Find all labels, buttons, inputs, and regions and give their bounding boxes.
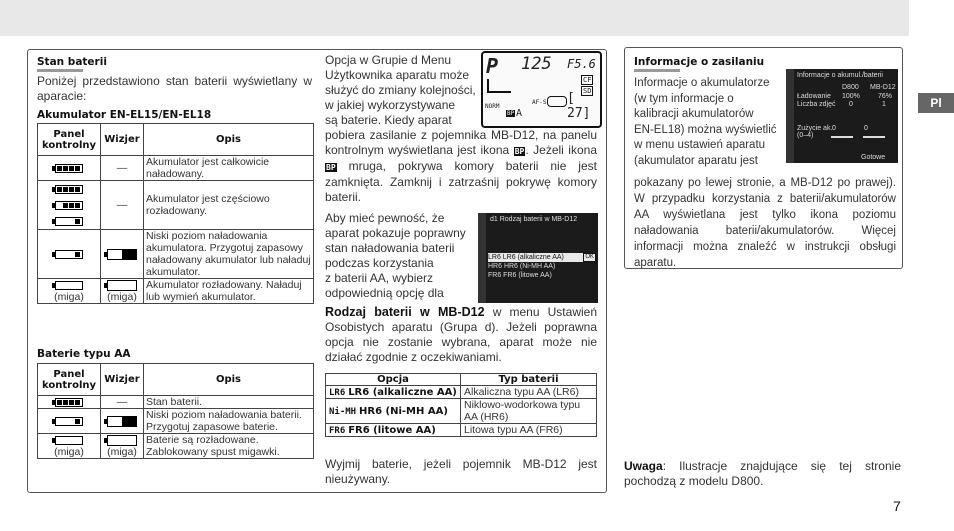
screen-row2-v2: 1	[882, 101, 886, 108]
no-indicator: —	[116, 162, 128, 174]
text-line: (akumulator aparatu jest	[634, 154, 759, 167]
text-line: (w tym informacje o	[634, 92, 734, 105]
text-line: kalibracji akumulatorów	[634, 108, 754, 120]
text-line: EN-EL18) można wyświetlić	[634, 123, 777, 136]
col-panel: Panel kontrolny	[38, 364, 101, 396]
viewfinder-cell	[101, 409, 144, 434]
blink-note: (miga)	[54, 291, 84, 303]
text-line: są baterie. Kiedy aparat	[325, 113, 452, 127]
table-row	[326, 399, 597, 424]
description-cell: Akumulator jest częściowo rozładowany.	[144, 181, 314, 230]
battery-viewfinder-icon	[107, 280, 137, 291]
blink-note: (miga)	[107, 291, 137, 303]
panel-cell	[38, 396, 101, 409]
top-header-band	[0, 0, 909, 36]
screen-col2: MB-D12	[870, 84, 896, 91]
option-label: LR6 (alkaliczne AA)	[348, 387, 457, 398]
lcd-mode: P	[486, 54, 499, 78]
viewfinder-cell	[101, 230, 144, 279]
type-cell: Alkaliczna typu AA (LR6)	[461, 386, 597, 399]
battery-panel-icon	[55, 417, 83, 426]
menu-option-paragraph-top	[325, 53, 476, 128]
menu-title: d1 Rodzaj baterii w MB-D12	[490, 216, 578, 223]
intro-text: Poniżej przedstawiono stan baterii wyświetlany w aparacie:	[37, 74, 312, 103]
col-viewfinder: Wizjer	[101, 364, 144, 396]
power-info-title-wrap	[634, 56, 764, 72]
col-description: Opis	[144, 364, 314, 396]
description-cell: Akumulator rozładowany. Naładuj lub wymień akumulator.	[144, 279, 314, 304]
type-cell: Niklowo-wodorkowa typu AA (HR6)	[461, 399, 597, 424]
power-info-text-top	[634, 76, 782, 169]
text-line: podczas korzystania	[325, 256, 434, 270]
text-line: z baterii AA, wybierz	[325, 271, 434, 285]
no-indicator: —	[116, 199, 128, 211]
table-row	[38, 181, 314, 230]
lcd-af: AF-S	[532, 99, 547, 106]
table-row	[38, 230, 314, 279]
screen-row2-v1: 0	[849, 101, 853, 108]
battery-viewfinder-icon	[107, 416, 137, 427]
description-cell: Stan baterii.	[144, 396, 314, 409]
table2-caption: Baterie typu AA	[37, 348, 131, 360]
battery-type-paragraph-bottom	[325, 305, 597, 365]
lcd-shutter: 125	[521, 54, 552, 74]
lcd-cf: CF	[583, 76, 592, 84]
menu-option-paragraph-bottom	[325, 128, 597, 205]
table-row	[38, 396, 314, 409]
text-line: w menu ustawień aparatu	[634, 139, 766, 151]
para1-rest3: mruga, pokrywa komory baterii nie jest zamknięta. Zamknij i zatrzaśnij pokrywę komory baterii.	[325, 159, 597, 204]
setting-name: Rodzaj baterii w MB-D12	[325, 305, 485, 319]
text-line: aparat pokazuje poprawny	[325, 226, 466, 240]
option-cell	[326, 399, 461, 424]
table-row	[38, 409, 314, 434]
battery-type-menu-screenshot	[478, 213, 598, 303]
note-body: : Ilustracje znajdujące się tej stronie pochodzą z modelu D800.	[624, 459, 901, 488]
lcd-sd: SD	[583, 87, 592, 95]
title-underline	[37, 69, 83, 72]
battery-type-icon: FR6	[329, 426, 346, 436]
text-line: Aby mieć pewność, że	[325, 211, 445, 225]
ok-icon: OK	[585, 254, 594, 260]
screen-row3-v1: 0	[832, 125, 836, 132]
battery-panel-icon	[55, 281, 83, 290]
lcd-battery-icon	[547, 96, 567, 107]
panel-cell	[38, 156, 101, 181]
battery-panel-icon	[55, 217, 83, 226]
language-tab: Pl	[918, 93, 954, 113]
battery-viewfinder-icon	[107, 435, 137, 446]
lcd-norm: NORM	[485, 103, 500, 110]
battery-type-icon: Ni-MH	[329, 407, 357, 417]
battery-panel-icon	[55, 250, 83, 259]
battery-panel-icon	[55, 201, 83, 210]
power-info-title: Informacje o zasilaniu	[634, 56, 765, 68]
battery-type-icon: LR6	[329, 388, 346, 398]
table-row	[38, 156, 314, 181]
option-cell	[326, 424, 461, 437]
table-row	[38, 434, 314, 459]
power-info-screenshot	[786, 69, 898, 163]
battery-panel-icon	[55, 164, 83, 173]
lcd-count: [ 27]	[567, 91, 591, 121]
text-line: Opcja w Grupie d Menu	[325, 53, 452, 67]
screen-row1-v1: 100%	[842, 93, 860, 100]
table-row	[38, 279, 314, 304]
section-title: Stan baterii	[37, 56, 107, 68]
menu-item: FR6 FR6 (litowe AA)	[488, 272, 552, 279]
screen-row1-v2: 76%	[878, 93, 893, 100]
battery-type-paragraph-top	[325, 211, 475, 301]
viewfinder-cell	[101, 396, 144, 409]
type-cell: Litowa typu AA (FR6)	[461, 424, 597, 437]
battery-table-en-el	[37, 123, 314, 304]
text-line: służyć do zmiany kolejności,	[325, 83, 476, 97]
wear-scale-1	[831, 136, 853, 138]
lcd-bp-icon: BP	[507, 110, 515, 117]
description-cell: Niski poziom naładowania akumulatora. Przygotuj zapasowy naładowany akumulator lub naładuj akumulator.	[144, 230, 314, 279]
text-line: Użytkownika aparatu może	[325, 68, 470, 82]
battery-panel-icon	[55, 185, 83, 194]
bp-icon: BP	[514, 147, 525, 156]
battery-panel-icon	[55, 436, 83, 445]
lcd-a: A	[516, 108, 523, 119]
wear-scale-2	[863, 136, 885, 138]
bp-icon: BP	[326, 163, 336, 172]
battery-viewfinder-icon	[107, 249, 137, 260]
description-cell: Niski poziom naładowania baterii. Przygotuj zapasowe baterie.	[144, 409, 314, 434]
text-line: stan naładowania baterii	[325, 241, 455, 255]
table-row	[326, 386, 597, 399]
lcd-aperture: F5.6	[567, 57, 596, 71]
description-cell: Baterie są rozładowane. Zablokowany spust migawki.	[144, 434, 314, 459]
screen-row1-label: Ładowanie	[797, 93, 831, 100]
control-panel-illustration	[481, 51, 602, 128]
blink-note: (miga)	[54, 446, 84, 458]
col-option: Opcja	[326, 374, 461, 386]
battery-options-table	[325, 373, 597, 437]
viewfinder-cell	[101, 279, 144, 304]
table1-caption: Akumulator EN-EL15/EN-EL18	[37, 109, 212, 121]
panel-cell	[38, 230, 101, 279]
para2-rest: w menu Ustawień Osobistych aparatu (Grupa d). Jeżeli poprawna opcja nie zostanie wybrana, aparat może nie działać zgodnie z oczekiwaniami.	[325, 305, 597, 364]
menu-item-selected	[488, 253, 596, 262]
description-cell: Akumulator jest całkowicie naładowany.	[144, 156, 314, 181]
battery-panel-icon	[55, 398, 83, 407]
text-line: w jakiej wykorzystywane	[325, 98, 456, 112]
menu-item: HR6 HR6 (Ni-MH AA)	[488, 263, 556, 270]
screen-col1: D800	[842, 84, 859, 91]
screen-row2-label: Liczba zdjęć	[797, 101, 836, 108]
screen-row3-label: Zużycie ak.	[797, 125, 833, 132]
viewfinder-cell	[101, 434, 144, 459]
panel-cell	[38, 409, 101, 434]
viewfinder-cell	[101, 156, 144, 181]
screen-row3-sub: (0–4)	[797, 132, 814, 139]
remove-batteries-text: Wyjmij baterie, jeżeli pojemnik MB-D12 jest nieużywany.	[325, 457, 597, 486]
note-label: Uwaga	[624, 459, 663, 473]
text-line: Informacje o akumulatorze	[634, 77, 770, 89]
blink-note: (miga)	[107, 446, 137, 458]
power-info-text-bottom: pokazany po lewej stronie, a MB-D12 po prawej). W przypadku korzystania z baterii/akumulatorów AA wyświetlana jest tylko ikona poziomu naładowania baterii/akumulatorów. Więcej informacji można znaleźć w instrukcji obsługi aparatu.	[634, 177, 896, 269]
no-indicator: —	[116, 396, 128, 408]
table-row	[326, 424, 597, 437]
option-label: FR6 (litowe AA)	[348, 425, 436, 436]
para1-rest2: . Jeżeli ikona	[525, 143, 597, 157]
col-battery-type: Typ baterii	[461, 374, 597, 386]
panel-cell	[38, 279, 101, 304]
screen-title: Informacje o akumul./baterii	[797, 72, 883, 79]
option-cell	[326, 386, 461, 399]
panel-cell	[38, 434, 101, 459]
viewfinder-cell	[101, 181, 144, 230]
battery-status-title-wrap	[37, 56, 107, 72]
page-number: 7	[893, 498, 901, 514]
col-viewfinder: Wizjer	[101, 124, 144, 156]
note-text	[624, 459, 901, 489]
screen-row3-v2: 0	[864, 125, 868, 132]
col-panel: Panel kontrolny	[38, 124, 101, 156]
col-description: Opis	[144, 124, 314, 156]
menu-sidebar	[786, 69, 794, 163]
title-underline	[634, 69, 680, 72]
panel-cell	[38, 181, 101, 230]
lcd-meter-icon	[487, 79, 511, 93]
screen-done: Gotowe	[861, 154, 886, 161]
battery-table-aa	[37, 363, 314, 459]
para1-rest: pobiera zasilanie z pojemnika MB-D12, na panelu kontrolnym wyświetlana jest ikona	[325, 128, 597, 157]
menu-sidebar	[478, 213, 486, 303]
text-line: odpowiednią opcję dla	[325, 286, 444, 300]
menu-item-label: LR6 LR6 (alkaliczne AA)	[488, 254, 564, 261]
option-label: HR6 (Ni-MH AA)	[359, 406, 448, 417]
